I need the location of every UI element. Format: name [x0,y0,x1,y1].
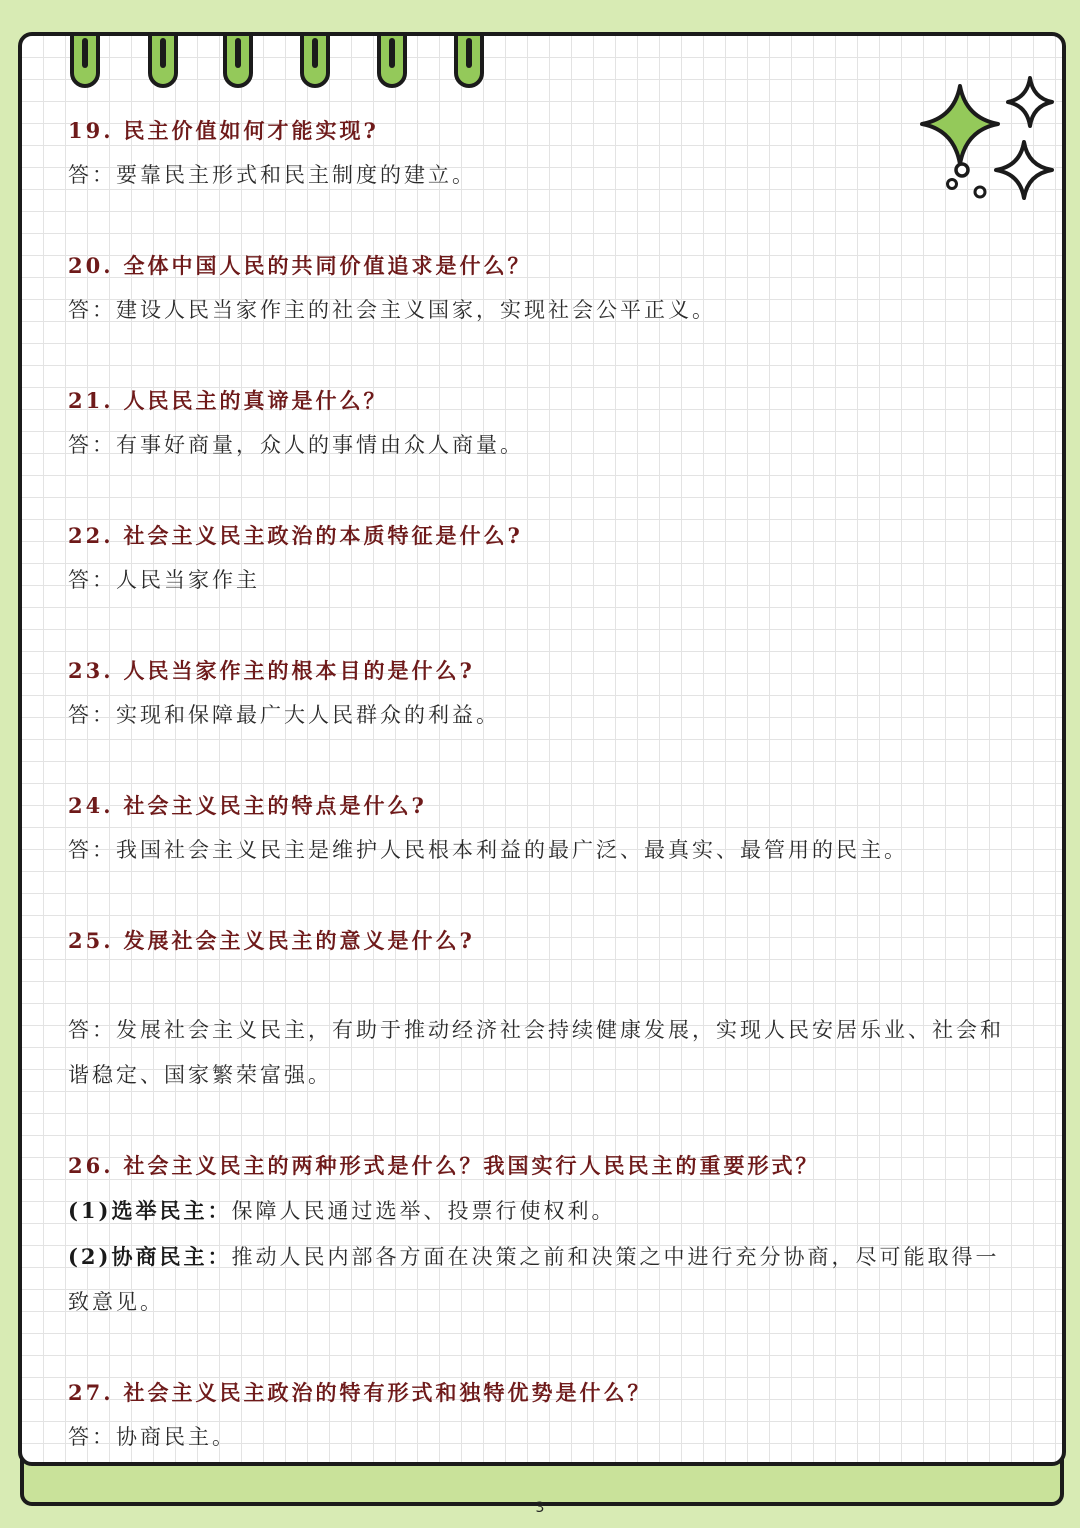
question-number: 24. [68,793,114,818]
question [68,648,1078,693]
question [68,513,1078,558]
binder-ring-icon [148,32,178,88]
answer-line: 致意见。 [68,1290,164,1314]
question-number: 19. [68,118,114,143]
qa-item [68,243,1078,333]
answer-line: 答：我国社会主义民主是维护人民根本利益的最广泛、最真实、最管用的民主。 [68,838,908,862]
sub-item-text: 保障人民通过选举、投票行使权利。 [231,1199,616,1223]
qa-item [68,1143,1078,1325]
answer-line: 答：协商民主。 [68,1425,236,1449]
question [68,1370,1078,1415]
sub-item-label: (1)选举民主： [68,1198,232,1223]
question-text: 人民当家作主的根本目的是什么? [123,658,475,683]
answer-line: 答：建设人民当家作主的社会主义国家，实现社会公平正义。 [68,298,716,322]
qa-item [68,1370,1078,1460]
question-text: 发展社会主义民主的意义是什么? [123,928,475,953]
question [68,378,1078,423]
question-text: 社会主义民主的特点是什么? [123,793,427,818]
answer-line [68,1234,1078,1280]
question-number: 23. [68,658,114,683]
answer-line: 答：要靠民主形式和民主制度的建立。 [68,163,476,187]
question-number: 20. [68,253,114,278]
question-text: 民主价值如何才能实现? [123,118,379,143]
question [68,243,1078,288]
question-text: 社会主义民主的两种形式是什么？我国实行人民民主的重要形式？ [123,1153,820,1178]
binder-ring-icon [377,32,407,88]
page-number: 3 [535,1500,545,1516]
qa-item [68,648,1078,738]
question-number: 22. [68,523,114,548]
answer-line: 答：实现和保障最广大人民群众的利益。 [68,703,500,727]
binder-ring-icon [454,32,484,88]
answer-line [68,1188,1078,1234]
question-text: 人民民主的真谛是什么？ [123,388,388,413]
sub-item-text: 推动人民内部各方面在决策之前和决策之中进行充分协商，尽可能取得一 [231,1245,1000,1269]
question-number: 25. [68,928,114,953]
question-text: 社会主义民主政治的特有形式和独特优势是什么？ [123,1380,652,1405]
qa-item [68,783,1078,873]
question-number: 21. [68,388,114,413]
qa-item [68,918,1078,1098]
qa-item [68,513,1078,603]
qa-list [68,108,1078,1460]
answer-line: 答：有事好商量，众人的事情由众人商量。 [68,433,524,457]
answer-line: 答：人民当家作主 [68,568,260,592]
question-number: 26. [68,1153,114,1178]
answer-line: 答：发展社会主义民主，有助于推动经济社会持续健康发展，实现人民安居乐业、社会和 [68,1018,1004,1042]
answer-line: 谐稳定、国家繁荣富强。 [68,1063,332,1087]
qa-item [68,108,1078,198]
qa-item [68,378,1078,468]
question [68,108,1078,153]
question-number: 27. [68,1380,114,1405]
binder-ring-icon [70,32,100,88]
question [68,1143,1078,1188]
binder-ring-icon [300,32,330,88]
question-text: 全体中国人民的共同价值追求是什么？ [123,253,532,278]
question [68,918,1078,963]
binder-ring-icon [223,32,253,88]
question [68,783,1078,828]
sub-item-label: (2)协商民主： [68,1244,232,1269]
question-text: 社会主义民主政治的本质特征是什么? [123,523,523,548]
